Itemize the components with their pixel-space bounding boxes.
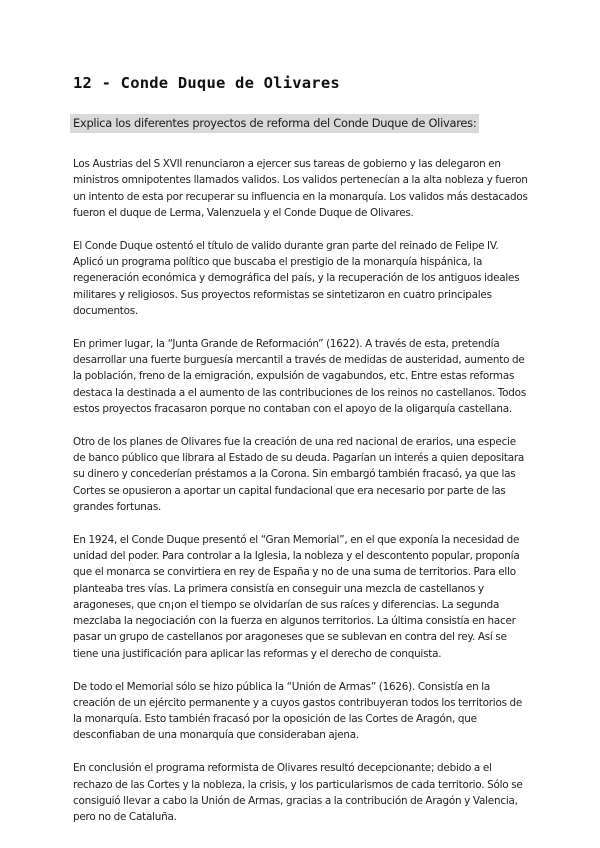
paragraph-conclusion: En conclusión el programa reformista de Olivares resultó decepcionante; debido a el rechazo de las Cortes y la nobleza, la crisis, y los particularismos de cada territorio. Sólo se consiguió llevar a cabo la Unión de Armas, gracias a la contribución de Aragón y Valencia, pero no de Cataluña. — [73, 762, 523, 824]
paragraph-conde-duque: El Conde Duque ostentó el título de valido durante gran parte del reinado de Felipe IV. Aplicó un programa político que buscaba el prestigio de la monarquía hispánica, la regeneración económica y demográfica del país, y la recuperación de los antiguos ideales militares y religiosos. Sus proyectos reformistas se sintetizaron en cuatro principales documentos. — [73, 239, 520, 317]
document-body — [73, 156, 531, 842]
paragraph-union-de-armas: De todo el Memorial sólo se hizo pública la “Unión de Armas” (1626). Consistía en la creación de un ejército permanente y a cuyos gastos contribuyeran todos los territorios de la monarquía. Esto también fracasó por la oposición de las Cortes de Aragón, que desconfiaban de una monarquía que consideraban ajena. — [73, 680, 523, 742]
question-heading: Explica los diferentes proyectos de reforma del Conde Duque de Olivares: — [70, 114, 479, 133]
paragraph-intro: Los Austrias del S XVII renunciaron a ejercer sus tareas de gobierno y las delegaron en ministros omnipotentes llamados validos. Los validos pertenecían a la alta nobleza y fueron un intento de esta por recuperar su influencia en la monarquía. Los validos más destacados fueron el duque de Lerma, Valenzuela y el Conde Duque de Olivares. — [73, 158, 528, 219]
paragraph-erarios: Otro de los planes de Olivares fue la creación de una red nacional de erarios, una especie de banco público que librara al Estado de su deuda. Pagarían un interés a quien depositara su dinero y concederían préstamos a la Corona. Sin embargó también fracasó, ya que las Cortes se opusieron a aportar un capital fundacional que era necesario por parte de las grandes fortunas. — [73, 435, 525, 513]
paragraph-junta-grande: En primer lugar, la “Junta Grande de Reformación” (1622). A través de esta, pretendía desarrollar una fuerte burguesía mercantil a través de medidas de austeridad, aumento de la población, freno de la emigración, expulsión de vagabundos, etc. Entre estas reformas destaca la destinada a el aumento de las contribuciones de los reinos no castellanos. Todos estos proyectos fracasaron porque no contaban con el apoyo de la oligarquía castellana. — [73, 337, 527, 415]
paragraph-gran-memorial: En 1924, el Conde Duque presentó el “Gran Memorial”, en el que exponía la necesidad de unidad del poder. Para controlar a la Iglesia, la nobleza y el descontento popular, proponía que el monarca se convirtiera en rey de España y no de una suma de territorios. Para ello planteaba tres vías. La primera consistía en conseguir una mezcla de castellanos y aragoneses, que cn¡on el tiempo se olvidarían de sus raíces y diferencias. La segunda mezclaba la negociación con la fuerza en algunos territorios. La última consistía en hacer pasar un grupo de castellanos por aragoneses que se sublevan en contra del rey. Así se tiene una justificación para aplicar las reformas y el derecho de conquista. — [73, 533, 520, 660]
document-title: 12 - Conde Duque de Olivares — [73, 74, 340, 92]
